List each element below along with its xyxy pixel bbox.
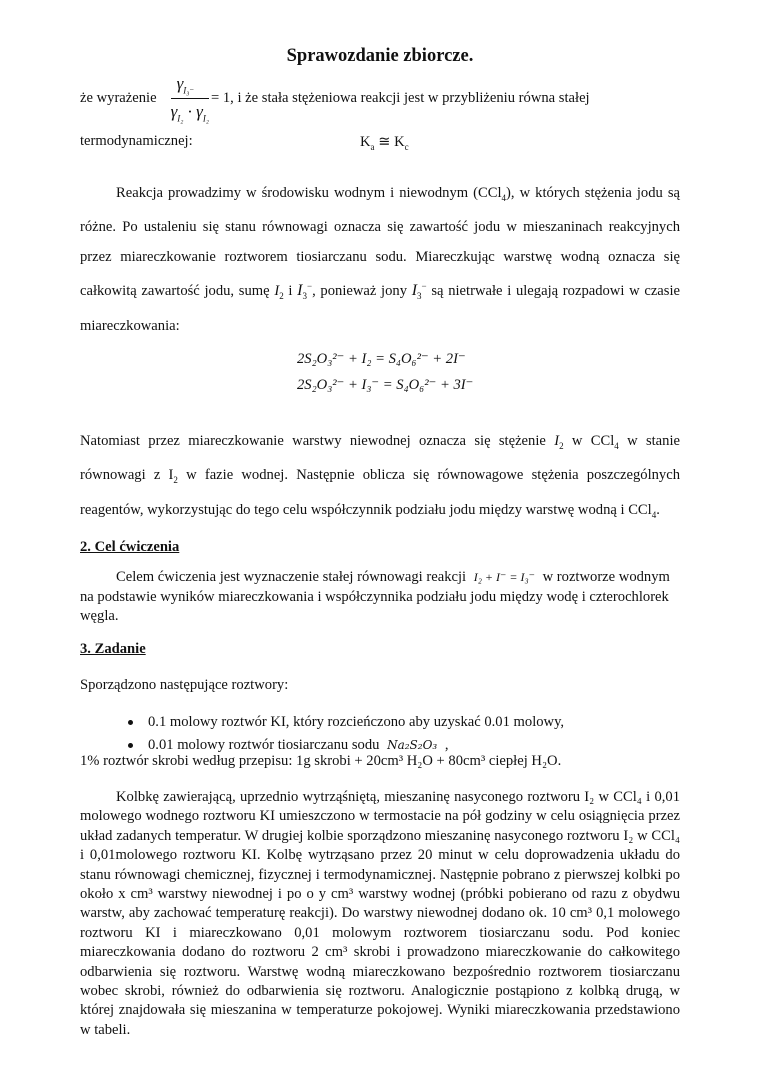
- frac-den-sub: I₂: [202, 113, 209, 124]
- list-item: [80, 711, 680, 734]
- sup: −: [421, 281, 427, 292]
- formula: I: [554, 433, 560, 449]
- ka-kc-relation: [360, 133, 409, 152]
- frac-den-sub: I₂: [177, 113, 184, 124]
- formula: I: [274, 283, 280, 300]
- text: 0.1 molowy roztwór KI, który rozcieńczono aby uzyskać 0.01 molowy,: [148, 714, 565, 730]
- text: w roztworze wodnym na podstawie wyników miareczkowania i współczynnika podziału jodu między wodę i czterochlorek węgla.: [80, 569, 670, 625]
- ka-sub: a: [370, 141, 375, 152]
- frac-dot: · γ: [183, 102, 203, 122]
- section-heading-goal: 2. Cel ćwiczenia: [80, 539, 180, 555]
- equation-2: 2S₂O₃²⁻ + I₃⁻ = S₄O₆²⁻ + 3I⁻: [297, 377, 474, 393]
- paragraph-reaction: [80, 179, 680, 341]
- text: ), w których stężenia jodu są różne. Po ustaleniu się stanu równowagi oznacza się zawartość jodu w mieszaninach reakcyjnych przez miareczkowanie roztworem tiosiarczanu sodu. Miareczkując warstwę wodną oznacza się całkowitą zawartość jodu, sumę: [80, 185, 680, 300]
- task-intro: Sporządzono następujące roztwory:: [80, 677, 289, 693]
- text: są nietrwałe i ulegają rozpadowi w czasie miareczkowania:: [80, 283, 680, 334]
- text: i: [283, 283, 298, 300]
- paragraph-procedure: Kolbkę zawierającą, uprzednio wytrząśniętą, mieszaninę nasyconego roztworu I₂ w CCl₄ i 0,01 molowego wodnego roztworu KI umieszczono w termostacie na pół godziny w celu osiągnięcia przez układ zadanych temperatur. W drugiej kolbie sporządzono mieszaninę nasyconego roztworu I₂ w CCl₄ i 0,01molowego roztworu KI. Kolbę wytrząsano przez 20 minut w celu doprowadzenia układu do stanu równowagi chemicznej, fizycznej i termodynamicznej. Następnie pobrano z pierwszej kolbki po około x cm³ warstwy niewodnej i po o y cm³ warstwy wodnej (próbki pobierano od razu z obydwu warstw, aby zachować temperaturę reakcji). Do warstwy niewodnej dodano ok. 10 cm³ 0,1 molowego roztworu KI i miareczkowano 0,01 molowym roztworem tiosiarczanu sodu. Pod koniec miareczkowania dodano do roztworu 2 cm³ skrobi i prowadzono miareczkowanie do całkowitego odbarwienia się roztworu. Warstwę wodną miareczkowano bezpośrednio roztworem tiosiarczanu wobec skrobi, również do odbarwienia się roztworu. Analogicznie postąpiono z kolbką drugą, w której znajdowała się mieszanina w temperaturze pokojowej. Wyniki miareczkowania przedstawiono w tabeli.: [80, 789, 680, 1038]
- sub: 3: [302, 291, 307, 302]
- kc: K: [394, 134, 405, 150]
- frac-num: γ: [176, 74, 184, 93]
- text: w stanie równowagi z I: [80, 433, 680, 484]
- kc-sub: c: [404, 141, 409, 152]
- sub: 2: [279, 291, 284, 302]
- sub: 2: [559, 440, 564, 451]
- frac-num-sub: I₃⁻: [183, 85, 195, 96]
- intro-text: że wyrażenie: [80, 90, 157, 107]
- equation-1: 2S₂O₃²⁻ + I₂ = S₄O₆²⁻ + 2I⁻: [297, 351, 466, 367]
- sup: −: [307, 281, 313, 292]
- intro-text: termodynamicznej:: [80, 133, 193, 149]
- sub: 4: [501, 192, 507, 203]
- sub: 4: [614, 440, 619, 451]
- formula: I₂ + I⁻ = I₃⁻: [473, 570, 535, 584]
- intro-line-2: [80, 133, 680, 150]
- starch-recipe: 1% roztwór skrobi według przepisu: 1g skrobi + 20cm³ H₂O + 80cm³ ciepłej H₂O.: [80, 753, 562, 769]
- ka: K: [360, 134, 371, 150]
- formula: I: [297, 282, 303, 300]
- text: Natomiast przez miareczkowanie warstwy niewodnej oznacza się stężenie: [80, 433, 555, 449]
- solutions-list: [80, 711, 680, 757]
- text: .: [656, 501, 660, 518]
- frac-den: γ: [170, 102, 178, 122]
- sub: 4: [651, 509, 657, 520]
- intro-line: [80, 74, 680, 124]
- intro-text: = 1, i że stała stężeniowa reakcji jest w przybliżeniu równa stałej: [211, 90, 590, 107]
- formula: I: [411, 282, 418, 300]
- approx-sign: ≅: [374, 134, 395, 150]
- text: 0.01 molowy roztwór tiosiarczanu sodu: [148, 737, 384, 753]
- text: Celem ćwiczenia jest wyznaczenie stałej równowagi reakcji: [116, 569, 470, 585]
- text: Reakcja prowadzimy w środowisku wodnym i niewodnym (CCl: [116, 185, 502, 201]
- paragraph-goal: [80, 568, 680, 627]
- gamma-fraction: [171, 74, 209, 124]
- section-heading-task: 3. Zadanie: [80, 641, 146, 657]
- paragraph-titration: [80, 427, 680, 530]
- formula: Na₂S₂O₃: [387, 738, 438, 752]
- text: w fazie wodnej. Następnie oblicza się równowagowe stężenia poszczególnych reagentów, wykorzystując do tego celu współczynnik podziału jodu między warstwę wodną i CCl: [80, 467, 680, 518]
- sub: 2: [173, 475, 178, 486]
- text: , ponieważ jony: [312, 283, 412, 300]
- sub: 3: [417, 291, 422, 302]
- text: w CCl: [563, 433, 615, 449]
- text: ,: [441, 737, 449, 753]
- page-title: Sprawozdanie zbiorcze.: [286, 46, 474, 66]
